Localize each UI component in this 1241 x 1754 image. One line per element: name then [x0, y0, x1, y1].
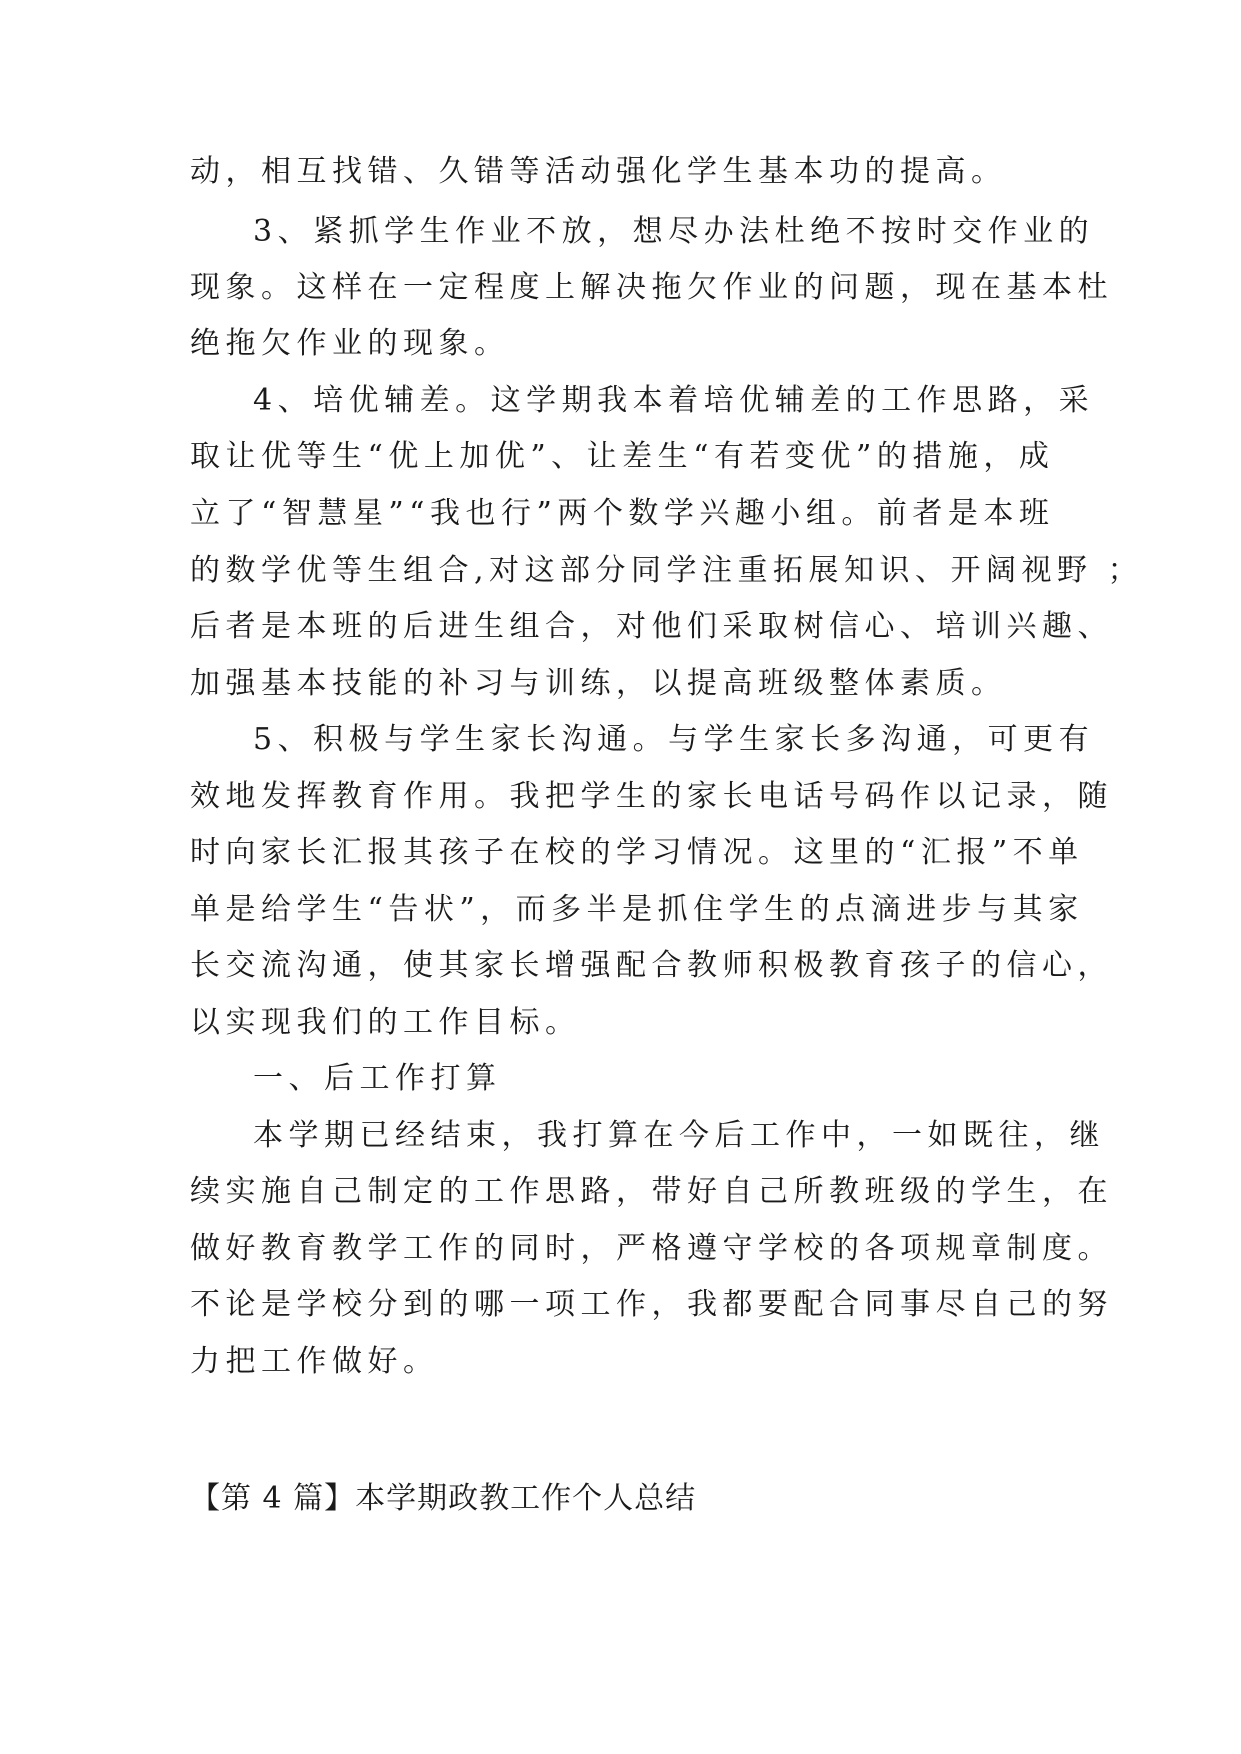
text-line: 取让优等生“优上加优”、让差生“有若变优”的措施，成 [190, 439, 1055, 474]
article-heading: 【第 4 篇】本学期政教工作个人总结 [190, 1481, 697, 1516]
paragraph-5-start: 5、积极与学生家长沟通。与学生家长多沟通，可更有 [253, 722, 1095, 757]
paragraph-plan-start: 本学期已经结束，我打算在今后工作中，一如既往，继 [253, 1118, 1105, 1153]
text-line: 时向家长汇报其孩子在校的学习情况。这里的“汇报”不单 [190, 835, 1084, 870]
text-line: 后者是本班的后进生组合，对他们采取树信心、培训兴趣、 [190, 609, 1113, 644]
text-line: 立了“智慧星”“我也行”两个数学兴趣小组。前者是本班 [190, 496, 1055, 531]
text-line: 单是给学生“告状”，而多半是抓住学生的点滴进步与其家 [190, 892, 1084, 927]
text-line: 以实现我们的工作目标。 [190, 1005, 581, 1040]
text-line: 续实施自己制定的工作思路，带好自己所教班级的学生，在 [190, 1174, 1113, 1209]
text-line: 现象。这样在一定程度上解决拖欠作业的问题，现在基本杜 [190, 270, 1113, 305]
text-line: 的数学优等生组合,对这部分同学注重拓展知识、开阔视野 ； [190, 553, 1144, 588]
text-line: 不论是学校分到的哪一项工作，我都要配合同事尽自己的努 [190, 1287, 1113, 1322]
paragraph-3-start: 3、紧抓学生作业不放，想尽办法杜绝不按时交作业的 [253, 214, 1095, 249]
text-line: 加强基本技能的补习与训练，以提高班级整体素质。 [190, 666, 1007, 701]
section-heading: 一、后工作打算 [253, 1061, 502, 1096]
text-line: 长交流沟通，使其家长增强配合教师积极教育孩子的信心， [190, 948, 1113, 983]
text-line: 绝拖欠作业的现象。 [190, 326, 510, 361]
text-line: 效地发挥教育作用。我把学生的家长电话号码作以记录，随 [190, 779, 1113, 814]
paragraph-4-start: 4、培优辅差。这学期我本着培优辅差的工作思路，采 [253, 383, 1095, 418]
text-line: 做好教育教学工作的同时，严格遵守学校的各项规章制度。 [190, 1231, 1113, 1266]
text-line: 力把工作做好。 [190, 1344, 439, 1379]
text-line: 动，相互找错、久错等活动强化学生基本功的提高。 [190, 154, 1007, 189]
